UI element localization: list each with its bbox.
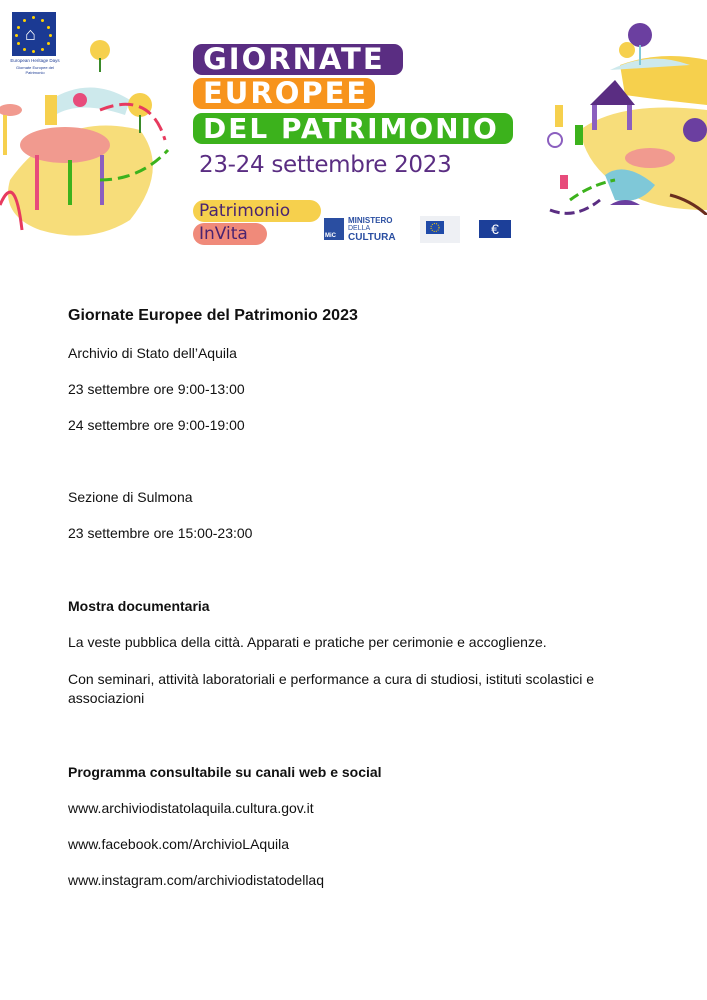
document-title: Giornate Europee del Patrimonio 2023 — [68, 307, 358, 324]
event-dates: 23-24 settembre 2023 — [199, 152, 452, 178]
event-banner — [0, 0, 707, 262]
exhibition-description-line-2: associazioni — [68, 690, 145, 706]
title-line-2: EUROPEE — [193, 78, 375, 109]
ministry-line-1: MINISTERO — [348, 216, 393, 225]
exhibition-title: La veste pubblica della città. Apparati e pratiche per cerimonie e accoglienze. — [68, 634, 547, 650]
eu-heritage-caption: European Heritage Days — [10, 58, 60, 63]
title-line-3: DEL PATRIMONIO — [193, 113, 513, 144]
title-line-1: GIORNATE — [193, 44, 403, 75]
mic-emblem-icon — [324, 218, 344, 240]
illustration-right — [530, 10, 707, 215]
eu-heritage-logo: ⌂ — [12, 12, 56, 56]
ministry-line-2: DELLA — [348, 225, 371, 232]
program-heading: Programma consultabile su canali web e social — [68, 764, 382, 780]
link-instagram[interactable]: www.instagram.com/archiviodistatodellaq — [68, 872, 324, 888]
eu-heritage-subcaption: Giornate Europee del Patrimonio — [15, 65, 55, 75]
link-facebook[interactable]: www.facebook.com/ArchivioLAquila — [68, 836, 289, 852]
tagline-invita: InVita — [193, 223, 267, 245]
eu-commission-flag — [420, 216, 460, 243]
venue-sulmona: Sezione di Sulmona — [68, 489, 193, 505]
venue-aquila-time-2: 24 settembre ore 9:00-19:00 — [68, 417, 245, 433]
tagline-patrimonio: Patrimonio — [193, 200, 321, 222]
ministero-cultura-logo — [324, 216, 404, 244]
link-website[interactable]: www.archiviodistatolaquila.cultura.gov.it — [68, 800, 314, 816]
venue-sulmona-time-1: 23 settembre ore 15:00-23:00 — [68, 525, 253, 541]
venue-aquila-time-1: 23 settembre ore 9:00-13:00 — [68, 381, 245, 397]
mic-mark: MiC — [325, 233, 336, 239]
venue-aquila: Archivio di Stato dell’Aquila — [68, 345, 237, 361]
exhibition-description-line-1: Con seminari, attività laboratoriali e performance a cura di studiosi, istituti scolastici e — [68, 671, 595, 687]
council-of-europe-logo: € — [477, 214, 513, 244]
exhibition-heading: Mostra documentaria — [68, 598, 210, 614]
ministry-line-3: CULTURA — [348, 232, 396, 243]
